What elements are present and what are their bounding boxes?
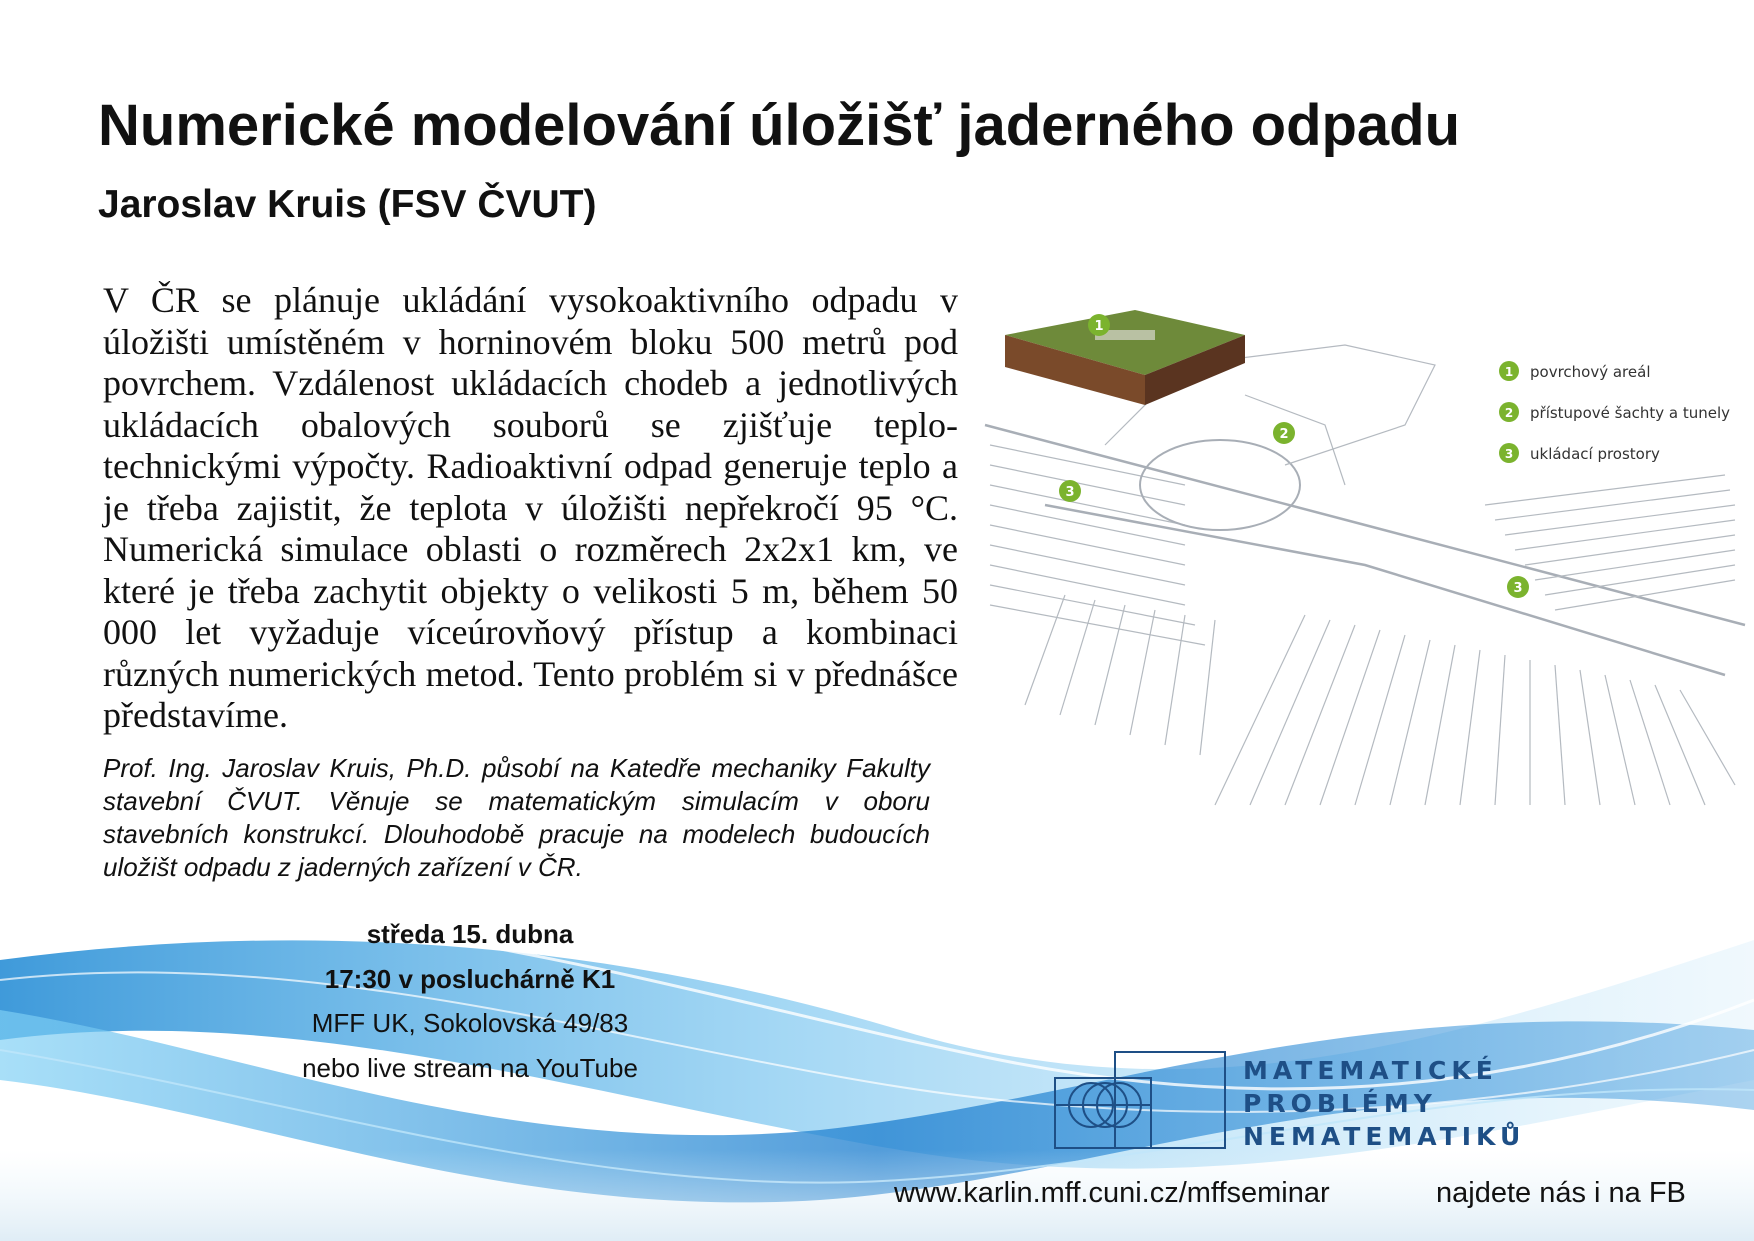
svg-text:3: 3 [1504,447,1514,461]
surface-block-icon [1005,310,1245,405]
page-title: Numerické modelování úložišť jaderného odpadu [98,93,1461,158]
logo-emblem-icon [1055,1052,1225,1148]
event-address: MFF UK, Sokolovská 49/83 [311,1008,629,1038]
abstract-text: V ČR se plánuje ukládání vysokoaktivního odpadu v úložišti umístěném v horninovém bloku 500 metrů pod povrchem. Vzdálenost ukládacích chodeb a jednotlivých ukládacích obalových souborů se zjišťuje teplo-technickými výpočty. Radioaktivní odpad generuje teplo a je třeba zajistit, že teplota v úložišti nepřekročí 95 °C. Numerická simulace oblasti o rozměrech 2x2x1 km, ve které je třeba zachytit objekty o velikosti 5 m, během 50 000 let vyžaduje víceúrovňový přístup a kombinaci různých numerických metod. Tento problém si v přednášce představíme. [103,280,958,735]
svg-text:3: 3 [1065,485,1075,500]
marker-3-right [1507,576,1529,598]
logo-line-2: PROBLÉMY [1243,1089,1437,1118]
legend-item-2 [1499,402,1730,422]
repository-diagram [985,305,1745,810]
seminar-url[interactable]: www.karlin.mff.cuni.cz/mffseminar [894,1177,1330,1209]
marker-3-left [1059,480,1081,502]
seminar-logo [1055,1050,1526,1151]
svg-text:1: 1 [1094,319,1104,334]
speaker-name: Jaroslav Kruis (FSV ČVUT) [98,183,597,226]
legend-item-1 [1499,361,1650,381]
facebook-note: najdete nás i na FB [1436,1177,1686,1209]
marker-1 [1088,314,1110,336]
event-time-place: 17:30 v posluchárně K1 [324,963,616,994]
legend-item-3 [1499,443,1660,463]
svg-text:3: 3 [1513,581,1523,596]
event-info [265,912,675,1090]
marker-2 [1273,422,1295,444]
speaker-bio: Prof. Ing. Jaroslav Kruis, Ph.D. působí na Katedře mechaniky Fakulty stavební ČVUT. Věnuje se matematickým simulacím v oboru stavebních konstrukcí. Dlouhodobě pracuje na modelech budoucích uložišt odpadu z jaderných zařízení v ČR. [103,753,930,882]
logo-line-3: NEMATEMATIKŮ [1243,1122,1526,1151]
svg-text:1: 1 [1504,365,1514,379]
svg-text:2: 2 [1504,406,1514,420]
legend [1499,361,1730,463]
svg-text:2: 2 [1279,427,1289,442]
svg-text:povrchový areál: povrchový areál [1530,363,1651,381]
event-date: středa 15. dubna [366,919,574,949]
svg-text:ukládací prostory: ukládací prostory [1530,445,1660,463]
logo-line-1: MATEMATICKÉ [1243,1056,1498,1085]
svg-text:přístupové šachty a tunely: přístupové šachty a tunely [1530,404,1731,422]
event-stream: nebo live stream na YouTube [302,1052,638,1083]
